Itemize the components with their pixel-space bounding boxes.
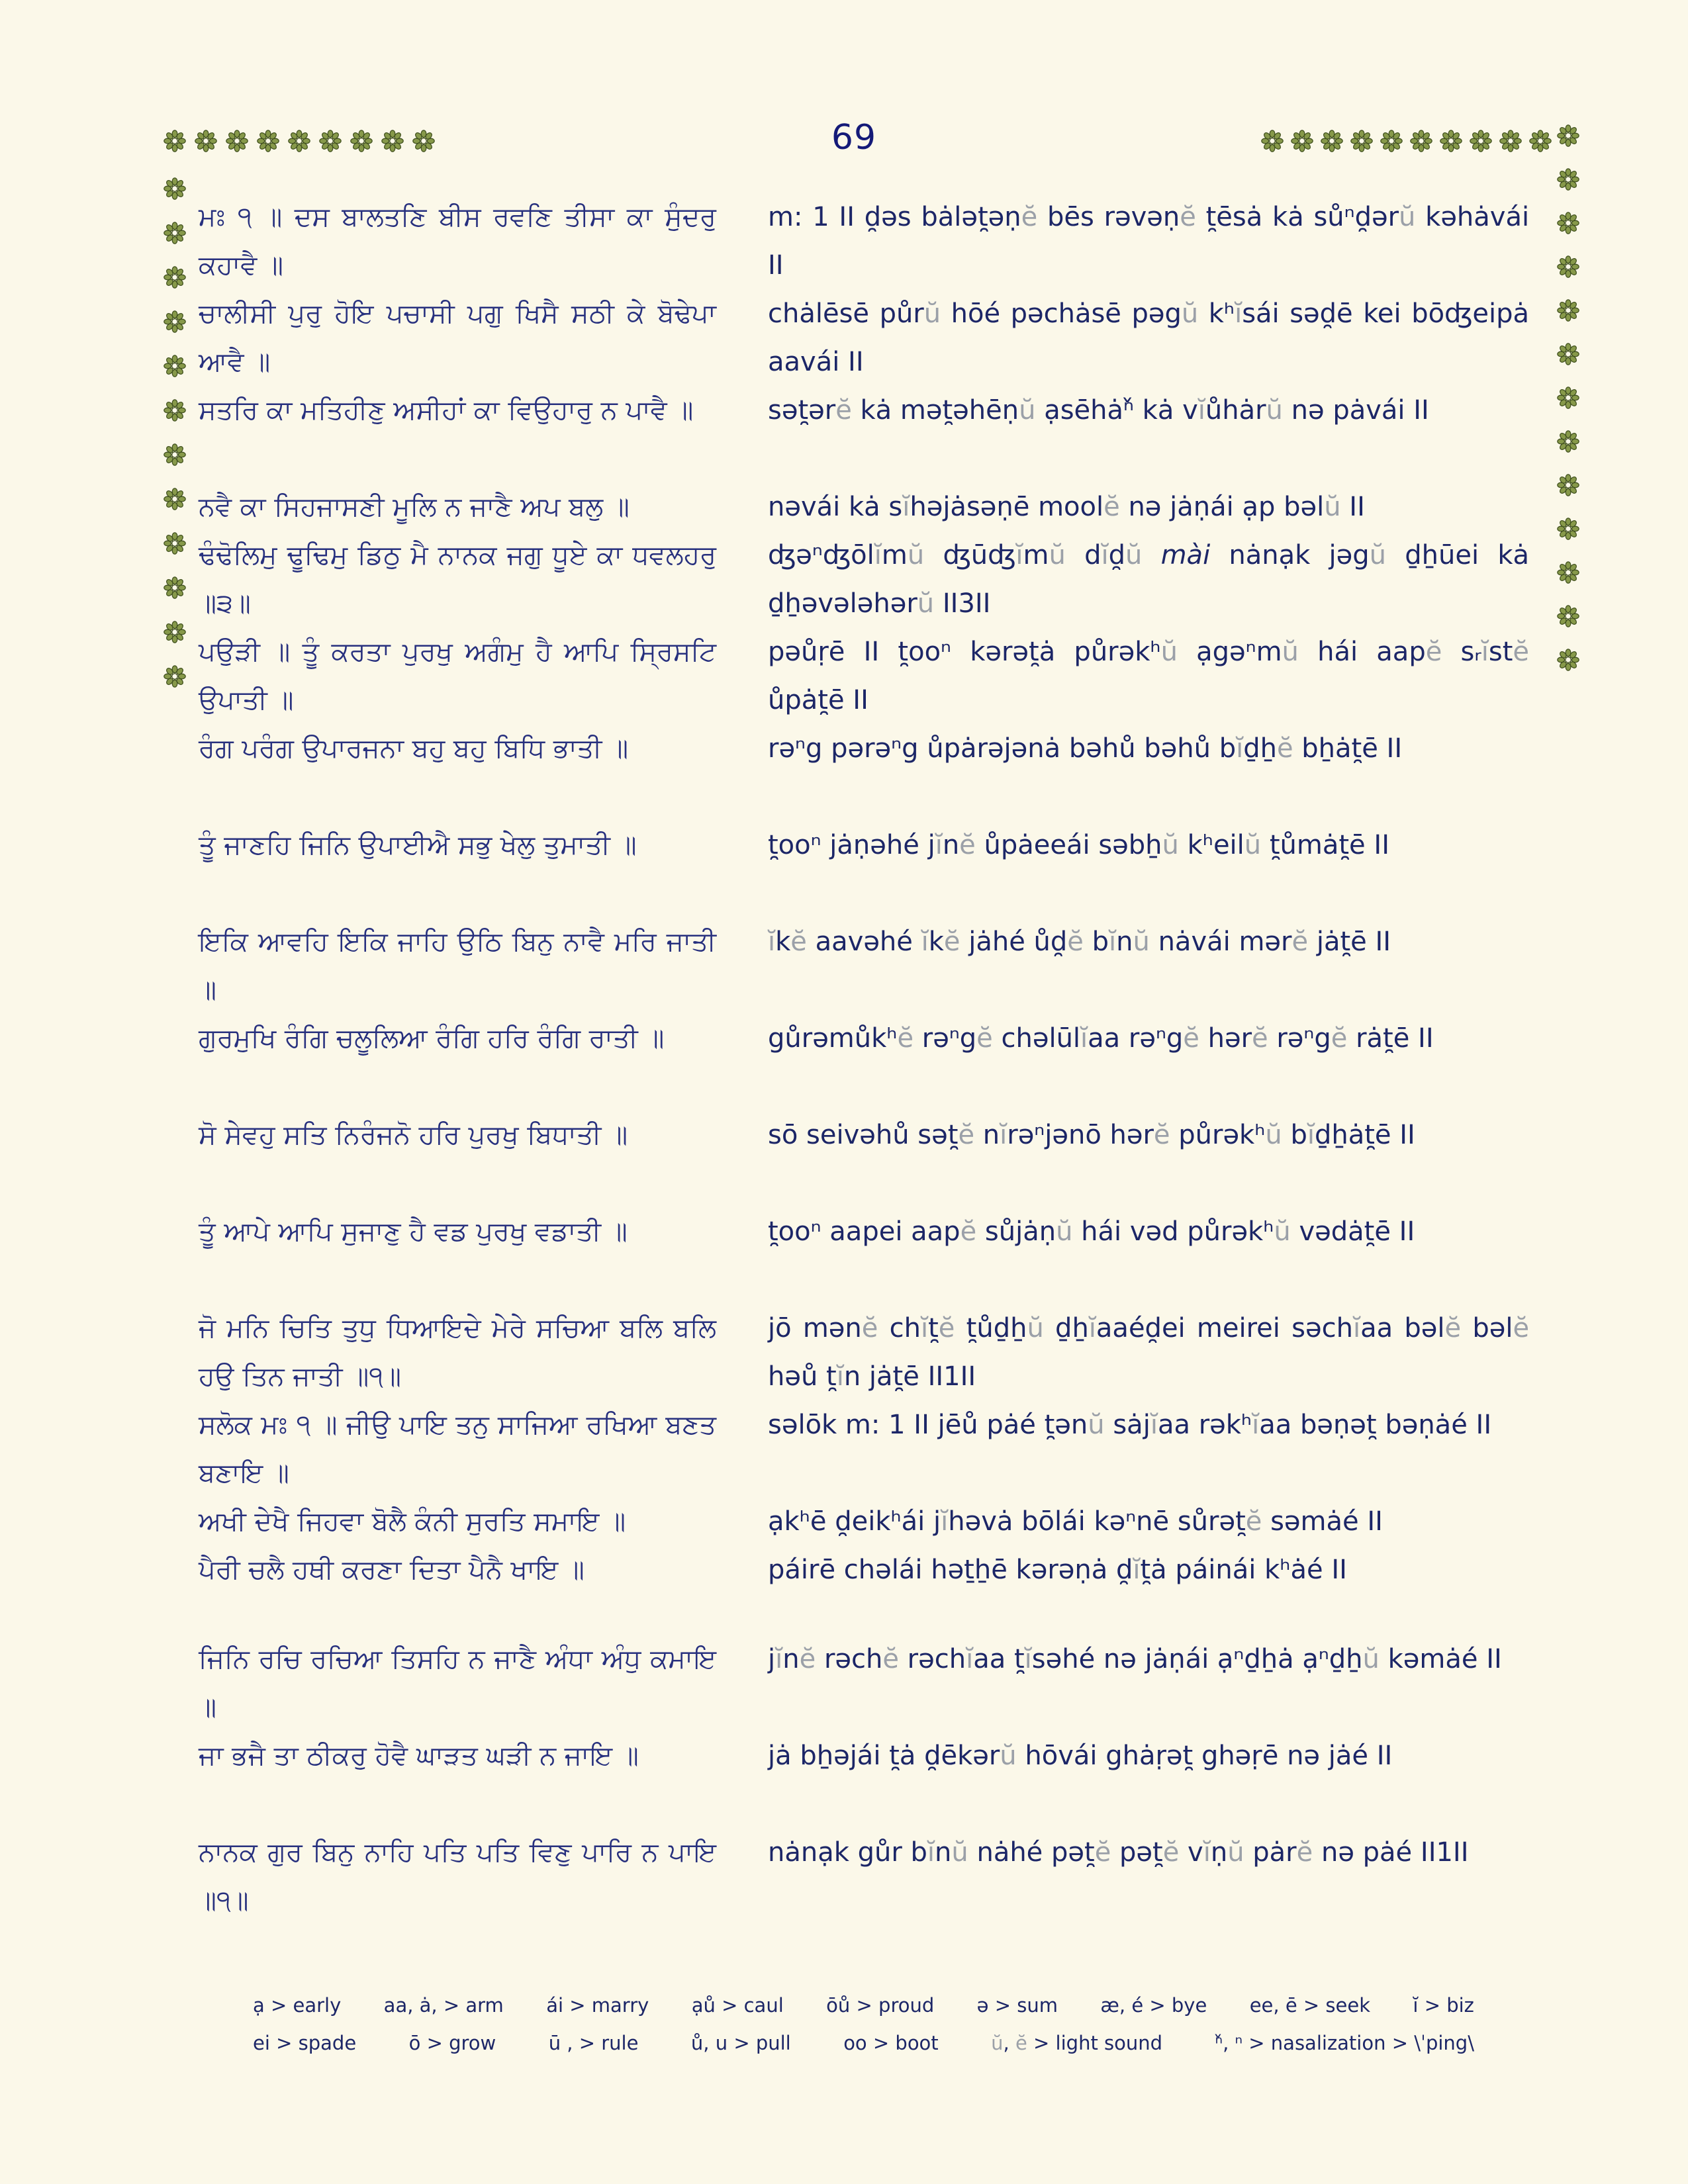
- key-item: ō > grow: [408, 2032, 496, 2054]
- flower-rosette-icon: [319, 130, 342, 152]
- decorative-border-top-left: [164, 130, 435, 152]
- key-item: ái > marry: [546, 1994, 649, 2017]
- gurmukhi-line: ਅਖੀ ਦੇਖੈ ਜਿਹਵਾ ਬੋਲੈ ਕੰਨੀ ਸੁਰਤਿ ਸਮਾਇ ॥: [199, 1506, 626, 1537]
- flower-rosette-icon: [164, 621, 186, 643]
- flower-rosette-icon: [164, 310, 186, 333]
- verse-row: [199, 821, 1529, 918]
- verse-row: [199, 1635, 1529, 1732]
- flower-rosette-icon: [164, 130, 186, 152]
- transliteration-line: páirē chəlái həṯẖē kərəṇȧ d̯ĭt̯ȧ páinái kʰȧé II: [768, 1555, 1347, 1585]
- flower-rosette-icon: [1440, 130, 1462, 152]
- flower-rosette-icon: [1410, 130, 1432, 152]
- flower-rosette-icon: [257, 130, 279, 152]
- gurmukhi-line: ਤੂੰ ਜਾਣਹਿ ਜਿਨਿ ਉਪਾਈਐ ਸਭੁ ਖੇਲੁ ਤੁਮਾਤੀ ॥: [199, 830, 637, 860]
- flower-rosette-icon: [288, 130, 310, 152]
- flower-rosette-icon: [164, 488, 186, 510]
- flower-rosette-icon: [164, 399, 186, 422]
- flower-rosette-icon: [226, 130, 248, 152]
- gurmukhi-line: ਤੂੰ ਆਪੇ ਆਪਿ ਸੁਜਾਣੁ ਹੈ ਵਡ ਪੁਰਖੁ ਵਡਾਤੀ ॥: [199, 1216, 628, 1247]
- transliteration-line: t̯ooⁿ aapei aapĕ sůjȧṇŭ hái vəd půrəkʰŭ vədȧt̯ē II: [768, 1216, 1415, 1247]
- transliteration-line: ʤəⁿʤōlĭmŭ ʤūʤĭmŭ dĭd̯ŭ mài nȧnạk jəgŭ ḏẖūei kȧ ḏẖəvələhərŭ II3II: [768, 540, 1530, 619]
- flower-rosette-icon: [1557, 518, 1579, 540]
- flower-rosette-icon: [1557, 168, 1579, 191]
- decorative-border-right: [1557, 124, 1579, 671]
- verse-row: [199, 531, 1529, 628]
- flower-rosette-icon: [1557, 605, 1579, 627]
- key-item: æ, é > bye: [1100, 1994, 1207, 2017]
- transliteration-line: chȧlēsē půrŭ hōé pəchȧsē pəgŭ kʰĭsái səd̯ē kei bōʤeipȧ aavái II: [768, 298, 1529, 377]
- flower-rosette-icon: [1380, 130, 1403, 152]
- flower-rosette-icon: [164, 355, 186, 377]
- verse-row: [199, 1401, 1529, 1498]
- transliteration-line: sət̯ərĕ kȧ mət̯əhēṇŭ ạsēhȧⁿ̌ kȧ vĭůhȧrŭ nə pȧvái II: [768, 395, 1429, 426]
- decorative-border-left: [164, 177, 186, 688]
- flower-rosette-icon: [1557, 212, 1579, 234]
- gurmukhi-line: ਨਾਨਕ ਗੁਰ ਬਿਨੁ ਨਾਹਿ ਪਤਿ ਪਤਿ ਵਿਣੁ ਪਾਰਿ ਨ ਪਾਇ ॥੧॥: [199, 1837, 716, 1916]
- key-item: ə > sum: [976, 1994, 1058, 2017]
- key-item: ạů > caul: [691, 1994, 784, 2017]
- flower-rosette-icon: [164, 266, 186, 289]
- key-item: ů, u > pull: [690, 2032, 791, 2054]
- transliteration-line: rəⁿg pərəⁿg ůpȧrəjənȧ bəhů bəhů bĭḏẖĕ bẖȧt̯ē II: [768, 733, 1403, 764]
- decorative-border-top-right: [1261, 130, 1552, 152]
- verse-row: [199, 1208, 1529, 1304]
- gurmukhi-line: ਨਵੈ ਕਾ ਸਿਹਜਾਸਣੀ ਮੂਲਿ ਨ ਜਾਣੈ ਅਪ ਬਲੁ ॥: [199, 492, 630, 522]
- flower-rosette-icon: [164, 665, 186, 688]
- verse-row: [199, 193, 1529, 290]
- transliteration-line: jō mənĕ chĭt̯ĕ t̯ůḏẖŭ ḏẖĭaaéd̯ei meirei səchĭaa bəlĕ bəlĕ həů t̯ĭn jȧt̯ē II1II: [768, 1313, 1530, 1392]
- verse-row: [199, 1015, 1529, 1111]
- transliteration-line: ĭkĕ aavəhé ĭkĕ jȧhé ůd̯ĕ bĭnŭ nȧvái mərĕ jȧt̯ē II: [768, 927, 1391, 957]
- gurmukhi-line: ਇਕਿ ਆਵਹਿ ਇਕਿ ਜਾਹਿ ਉਠਿ ਬਿਨੁ ਨਾਵੈ ਮਰਿ ਜਾਤੀ ॥: [199, 927, 716, 1005]
- flower-rosette-icon: [1557, 255, 1579, 278]
- flower-rosette-icon: [1557, 430, 1579, 453]
- transliteration-line: nȧnạk gůr bĭnŭ nȧhé pət̯ĕ pət̯ĕ vĭṇŭ pȧrĕ nə pȧé II1II: [768, 1837, 1469, 1868]
- flower-rosette-icon: [381, 130, 404, 152]
- gurmukhi-line: ਰੰਗ ਪਰੰਗ ਉਪਾਰਜਨਾ ਬਹੁ ਬਹੁ ਬਿਧਿ ਭਾਤੀ ॥: [199, 733, 629, 764]
- flower-rosette-icon: [1557, 649, 1579, 671]
- flower-rosette-icon: [1321, 130, 1343, 152]
- flower-rosette-icon: [164, 177, 186, 200]
- verse-row: [199, 725, 1529, 821]
- flower-rosette-icon: [412, 130, 435, 152]
- key-item: aa, ȧ, > arm: [383, 1994, 504, 2017]
- verse-row: [199, 1304, 1529, 1401]
- gurmukhi-line: ਚਾਲੀਸੀ ਪੁਰੁ ਹੋਇ ਪਚਾਸੀ ਪਗੁ ਖਿਸੈ ਸਠੀ ਕੇ ਬੋਢੇਪਾ ਆਵੈ ॥: [199, 298, 716, 377]
- verse-row: [199, 1732, 1529, 1829]
- transliteration-line: ạkʰē d̯eikʰái jĭhəvȧ bōlái kəⁿnē sůrət̯ĕ səmȧé II: [768, 1506, 1383, 1537]
- verse-row: [199, 628, 1529, 725]
- gurmukhi-line: ਗੁਰਮੁਖਿ ਰੰਗਿ ਚਲੂਲਿਆ ਰੰਗਿ ਹਰਿ ਰੰਗਿ ਰਾਤੀ ॥: [199, 1023, 665, 1054]
- flower-rosette-icon: [1470, 130, 1492, 152]
- verse-row: [199, 387, 1529, 483]
- gurmukhi-line: ਸੋ ਸੇਵਹੁ ਸਤਿ ਨਿਰੰਜਨੋ ਹਰਿ ਪੁਰਖੁ ਬਿਧਾਤੀ ॥: [199, 1120, 628, 1150]
- page-number: 69: [831, 118, 877, 158]
- key-item: ạ > early: [253, 1994, 342, 2017]
- flower-rosette-icon: [164, 222, 186, 244]
- key-item: oo > boot: [843, 2032, 939, 2054]
- gurmukhi-line: ਸਤਰਿ ਕਾ ਮਤਿਹੀਣੁ ਅਸੀਹਾਂ ਕਾ ਵਿਉਹਾਰੁ ਨ ਪਾਵੈ ॥: [199, 395, 694, 426]
- verse-row: [199, 1829, 1529, 1925]
- gurmukhi-line: ਢੰਢੋਲਿਮੁ ਢੂਢਿਮੁ ਡਿਠੁ ਮੈ ਨਾਨਕ ਜਗੁ ਧੂਏ ਕਾ ਧਵਲਹਰੁ ॥੩॥: [199, 540, 716, 619]
- flower-rosette-icon: [164, 576, 186, 599]
- key-item: ĭ > biz: [1413, 1994, 1474, 2017]
- transliteration-line: t̯ooⁿ jȧṇəhé jĭnĕ ůpȧeeái səbẖŭ kʰeilŭ t̯ůmȧt̯ē II: [768, 830, 1389, 860]
- transliteration-line: pəůṛē II t̯ooⁿ kərət̯ȧ půrəkʰŭ ạgəⁿmŭ hái aapĕ sᵣĭstĕ ůpȧt̯ē II: [768, 637, 1529, 715]
- verse-row: [199, 1546, 1529, 1594]
- transliteration-line: jĭnĕ rəchĕ rəchĭaa t̯ĭsəhé nə jȧṇái ạⁿḏẖȧ ạⁿḏẖŭ kəmȧé II: [768, 1644, 1502, 1674]
- key-item: ee, ē > seek: [1249, 1994, 1371, 2017]
- flower-rosette-icon: [1557, 299, 1579, 322]
- verse-row: [199, 483, 1529, 531]
- transliteration-line: səlōk m: 1 II jēů pȧé t̯ənŭ sȧjĭaa rəkʰĭaa bəṇət̯ bəṇȧé II: [768, 1410, 1492, 1440]
- flower-rosette-icon: [164, 443, 186, 466]
- pronunciation-key-row: [253, 1987, 1474, 2025]
- flower-rosette-icon: [1557, 474, 1579, 496]
- pronunciation-key: [253, 1987, 1474, 2062]
- flower-rosette-icon: [1291, 130, 1313, 152]
- key-item: ŭ, ĕ > light sound: [991, 2032, 1163, 2054]
- verse-table: [199, 193, 1529, 1925]
- transliteration-line: jȧ bẖəjái t̯ȧ d̯ēkərŭ hōvái ghȧṛət̯ ghəṛē nə jȧé II: [768, 1741, 1393, 1771]
- flower-rosette-icon: [1499, 130, 1522, 152]
- flower-rosette-icon: [350, 130, 373, 152]
- key-item: ei > spade: [253, 2032, 357, 2054]
- transliteration-line: nəvái kȧ sĭhəjȧsəṇē moolĕ nə jȧṇái ạp bəlŭ II: [768, 492, 1365, 522]
- flower-rosette-icon: [1529, 130, 1552, 152]
- verse-row: [199, 1498, 1529, 1546]
- gurmukhi-line: ਸਲੋਕ ਮਃ ੧ ॥ ਜੀਉ ਪਾਇ ਤਨੁ ਸਾਜਿਆ ਰਖਿਆ ਬਣਤ ਬਣਾਇ ॥: [199, 1410, 716, 1488]
- transliteration-line: m: 1 II d̯əs bȧlət̯əṇĕ bēs rəvəṇĕ t̯ēsȧ kȧ sůⁿd̯ərŭ kəhȧvái II: [768, 202, 1530, 281]
- gurmukhi-line: ਜੋ ਮਨਿ ਚਿਤਿ ਤੁਧੁ ਧਿਆਇਦੇ ਮੇਰੇ ਸਚਿਆ ਬਲਿ ਬਲਿ ਹਉ ਤਿਨ ਜਾਤੀ ॥੧॥: [199, 1313, 716, 1392]
- flower-rosette-icon: [1557, 561, 1579, 584]
- gurmukhi-line: ਮਃ ੧ ॥ ਦਸ ਬਾਲਤਣਿ ਬੀਸ ਰਵਣਿ ਤੀਸਾ ਕਾ ਸੁੰਦਰੁ ਕਹਾਵੈ ॥: [199, 202, 716, 281]
- gurmukhi-line: ਜਾ ਭਜੈ ਤਾ ਠੀਕਰੁ ਹੋਵੈ ਘਾੜਤ ਘੜੀ ਨ ਜਾਇ ॥: [199, 1741, 639, 1771]
- verse-row: [199, 918, 1529, 1015]
- flower-rosette-icon: [164, 532, 186, 555]
- transliteration-line: gůrəmůkʰĕ rəⁿgĕ chəlūlĭaa rəⁿgĕ hərĕ rəⁿgĕ rȧt̯ē II: [768, 1023, 1434, 1054]
- flower-rosette-icon: [1261, 130, 1284, 152]
- flower-rosette-icon: [1557, 387, 1579, 409]
- flower-rosette-icon: [1350, 130, 1373, 152]
- pronunciation-key-row: [253, 2025, 1474, 2062]
- flower-rosette-icon: [195, 130, 217, 152]
- verse-row: [199, 290, 1529, 387]
- gurmukhi-line: ਪਉੜੀ ॥ ਤੂੰ ਕਰਤਾ ਪੁਰਖੁ ਅਗੰਮੁ ਹੈ ਆਪਿ ਸ੍ਰਿਸਟਿ ਉਪਾਤੀ ॥: [199, 637, 716, 715]
- key-item: ōů > proud: [826, 1994, 935, 2017]
- transliteration-line: sō seivəhů sət̯ĕ nĭrəⁿjənō hərĕ půrəkʰŭ bĭḏẖȧt̯ē II: [768, 1120, 1415, 1150]
- gurmukhi-line: ਪੈਰੀ ਚਲੈ ਹਥੀ ਕਰਣਾ ਦਿਤਾ ਪੈਨੈ ਖਾਇ ॥: [199, 1555, 585, 1585]
- flower-rosette-icon: [1557, 343, 1579, 365]
- gurmukhi-line: ਜਿਨਿ ਰਚਿ ਰਚਿਆ ਤਿਸਹਿ ਨ ਜਾਣੈ ਅੰਧਾ ਅੰਧੁ ਕਮਾਇ ॥: [199, 1644, 716, 1723]
- flower-rosette-icon: [1557, 124, 1579, 147]
- key-item: ū , > rule: [548, 2032, 639, 2054]
- key-item: ⁿ̌, ⁿ > nasalization > \ˈping\: [1215, 2032, 1474, 2054]
- verse-row: [199, 1111, 1529, 1208]
